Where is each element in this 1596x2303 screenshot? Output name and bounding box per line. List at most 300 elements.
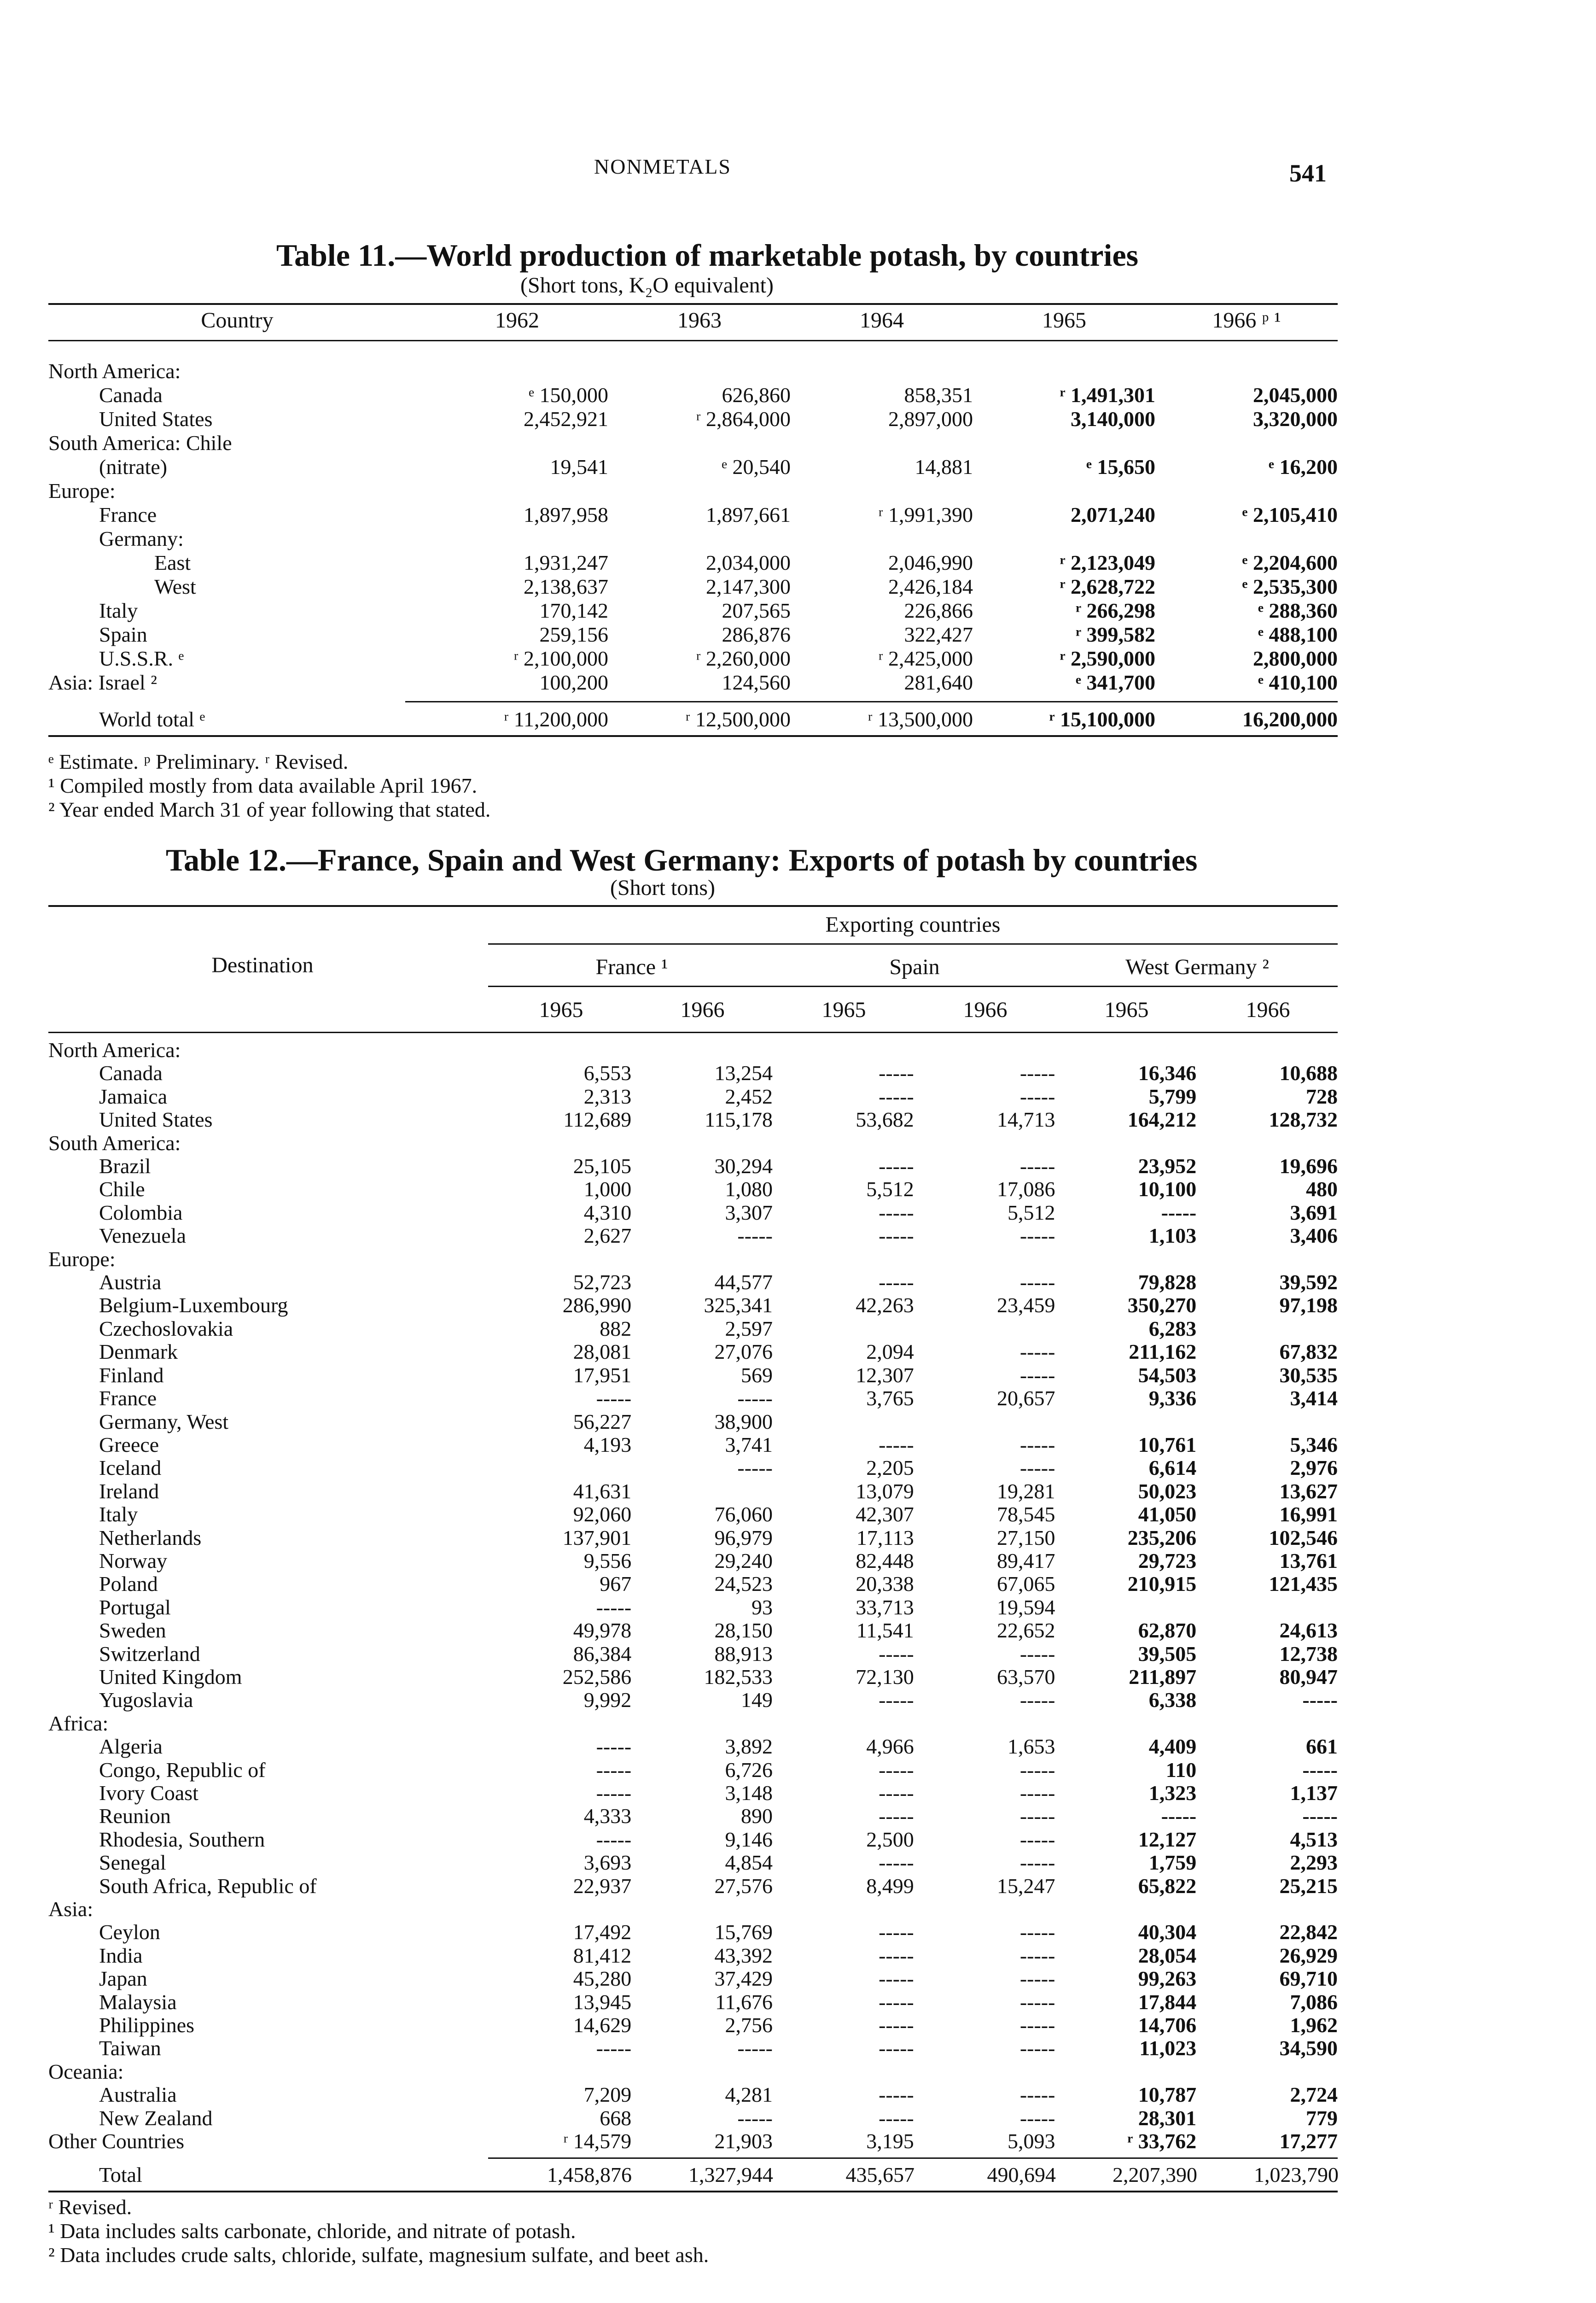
table-cell: 22,842 <box>1279 1920 1338 1944</box>
table12-country-header: France ¹ <box>595 955 668 979</box>
table-cell: 30,294 <box>714 1154 773 1178</box>
table-row <box>48 455 1338 479</box>
table-cell: 28,150 <box>714 1619 773 1642</box>
table11-column-header: 1964 <box>860 308 904 333</box>
table-cell: 3,148 <box>725 1781 773 1805</box>
row-label: France <box>99 503 157 526</box>
table-cell: 1,897,661 <box>706 503 791 526</box>
table-cell: 42,307 <box>856 1502 914 1526</box>
table-cell <box>631 2060 773 2083</box>
table-cell: 4,193 <box>583 1432 632 1456</box>
row-label: Oceania: <box>48 2059 124 2083</box>
table-cell: 7,086 <box>1290 1990 1338 2014</box>
table-cell: 15,247 <box>996 1874 1055 1898</box>
table11-caption: Table 11.—World production of marketable potash, by countries <box>276 238 1139 273</box>
table-cell: 890 <box>740 1804 773 1828</box>
table-cell <box>631 1898 773 1921</box>
table-cell: 2,205 <box>866 1456 914 1480</box>
table-cell: 38,900 <box>714 1409 773 1433</box>
table-cell: 12,127 <box>1138 1827 1197 1851</box>
table-cell <box>1196 1132 1338 1155</box>
table-cell: 80,947 <box>1279 1665 1338 1689</box>
table-cell: 17,277 <box>1279 2129 1338 2153</box>
table-cell <box>773 2060 914 2083</box>
table-row <box>48 1921 1338 1944</box>
row-label: Ceylon <box>99 1920 160 1944</box>
table11-column-header: 1966 ᵖ ¹ <box>1212 308 1281 333</box>
table-cell <box>631 1132 773 1155</box>
row-label: Jamaica <box>99 1084 168 1108</box>
row-label: Sweden <box>99 1619 166 1642</box>
table-cell: 44,577 <box>714 1270 773 1294</box>
table-cell: 10,787 <box>1138 2083 1197 2107</box>
table-cell: 17,844 <box>1138 1990 1197 2014</box>
table-cell: ----- <box>1019 1688 1055 1712</box>
row-label: Greece <box>99 1432 159 1456</box>
table-cell: 2,756 <box>725 2013 773 2037</box>
row-label: Malaysia <box>99 1990 177 2014</box>
table-cell: ----- <box>1019 1990 1055 2014</box>
table-cell <box>631 1480 773 1503</box>
table-row <box>48 1689 1338 1712</box>
table12-total-value: 2,207,390 <box>1113 2163 1197 2187</box>
table-cell: 2,094 <box>866 1340 914 1364</box>
table-cell <box>490 1039 631 1062</box>
table-cell: 3,691 <box>1290 1200 1338 1224</box>
table-cell: 858,351 <box>904 383 973 407</box>
table-cell: ----- <box>1302 1688 1338 1712</box>
table12-year-header: 1965 <box>821 998 866 1022</box>
row-label: Europe: <box>48 479 116 503</box>
table-cell <box>1155 431 1338 455</box>
table-cell <box>791 479 973 503</box>
table-cell: 20,657 <box>996 1386 1055 1410</box>
table-cell: ----- <box>879 1967 914 1991</box>
table-cell: 12,307 <box>856 1363 914 1387</box>
row-label: United States <box>99 407 213 431</box>
table-cell: ----- <box>879 2083 914 2107</box>
table-row <box>48 527 1338 551</box>
table-cell: 235,206 <box>1127 1526 1197 1549</box>
table-cell <box>608 479 791 503</box>
table-cell: 81,412 <box>573 1943 632 1967</box>
row-label: Netherlands <box>99 1526 202 1549</box>
table-cell <box>426 431 608 455</box>
table-cell: 14,713 <box>996 1108 1055 1132</box>
table-cell: 16,346 <box>1138 1061 1197 1085</box>
table-cell: 16,991 <box>1279 1502 1338 1526</box>
row-label: Iceland <box>99 1456 162 1480</box>
table-row <box>48 1782 1338 1805</box>
table-cell: ----- <box>879 1920 914 1944</box>
table-cell: 5,799 <box>1148 1084 1197 1108</box>
table-cell: 1,653 <box>1007 1735 1055 1759</box>
table-cell: 79,828 <box>1138 1270 1197 1294</box>
table12-year-header: 1966 <box>1246 998 1290 1022</box>
table-row <box>48 1224 1338 1247</box>
table-cell: ᵉ 488,100 <box>1258 623 1338 646</box>
page-number: 541 <box>1289 159 1327 187</box>
table-cell <box>1196 1317 1338 1340</box>
table-cell: ----- <box>1019 1851 1055 1875</box>
table-cell: 9,556 <box>583 1549 632 1572</box>
table-cell <box>791 431 973 455</box>
table-cell: ᵉ 410,100 <box>1258 671 1338 694</box>
table-cell: 25,215 <box>1279 1874 1338 1898</box>
table-cell: 2,147,300 <box>706 575 791 598</box>
country-header-rule <box>488 986 1338 987</box>
table-cell: ----- <box>879 1943 914 1967</box>
table-cell: 28,301 <box>1138 2106 1197 2130</box>
table-cell <box>914 1248 1055 1271</box>
table-row <box>48 359 1338 383</box>
table-cell: 23,459 <box>996 1293 1055 1317</box>
table-cell: 54,503 <box>1138 1363 1197 1387</box>
table-cell <box>1055 1132 1196 1155</box>
table-cell: ----- <box>879 1084 914 1108</box>
table-row <box>48 1039 1338 1062</box>
table-cell: 2,897,000 <box>888 407 973 431</box>
table-cell: ----- <box>596 2036 632 2060</box>
row-label: Australia <box>99 2083 177 2107</box>
table-cell: 3,892 <box>725 1735 773 1759</box>
table-cell <box>490 2060 631 2083</box>
table-cell: 728 <box>1306 1084 1338 1108</box>
table-cell: 67,832 <box>1279 1340 1338 1364</box>
table12-total-value: 490,694 <box>987 2163 1056 2187</box>
table-cell <box>914 1132 1055 1155</box>
table-cell: 3,320,000 <box>1253 407 1338 431</box>
table-cell <box>1155 359 1338 383</box>
table-cell <box>1196 1596 1338 1619</box>
table12-total-value: 1,023,790 <box>1254 2163 1339 2187</box>
table-row <box>48 1155 1338 1178</box>
row-label: Colombia <box>99 1200 183 1224</box>
table-cell <box>1055 1410 1196 1433</box>
table-cell <box>1155 479 1338 503</box>
table12-year-header: 1966 <box>963 998 1008 1022</box>
table-cell: 137,901 <box>562 1526 632 1549</box>
table-cell: ----- <box>596 1827 632 1851</box>
table-row <box>48 1572 1338 1596</box>
row-label: Brazil <box>99 1154 151 1178</box>
row-label: (nitrate) <box>99 455 168 479</box>
table-row <box>48 1619 1338 1642</box>
table-cell <box>914 1410 1055 1433</box>
table-row <box>48 2130 1338 2153</box>
table-cell <box>490 1898 631 1921</box>
table-cell: 1,103 <box>1148 1224 1197 1248</box>
table-cell: 13,627 <box>1279 1479 1338 1503</box>
row-label: Spain <box>99 623 147 646</box>
row-label: Italy <box>99 1502 138 1526</box>
table-row <box>48 1340 1338 1363</box>
table-cell: 20,338 <box>856 1572 914 1596</box>
row-label: Ireland <box>99 1479 159 1503</box>
table-row <box>48 1944 1338 1967</box>
row-label: Africa: <box>48 1711 109 1735</box>
table-row <box>48 1875 1338 1898</box>
table12-year-header: 1965 <box>539 998 583 1022</box>
row-label: Congo, Republic of <box>99 1758 266 1782</box>
table-cell: 13,945 <box>573 1990 632 2014</box>
table-cell: 115,178 <box>705 1108 773 1132</box>
table-cell <box>773 1132 914 1155</box>
table-cell: 569 <box>740 1363 773 1387</box>
row-label: Norway <box>99 1549 168 1572</box>
table-cell: ----- <box>1019 2013 1055 2037</box>
table-cell: ʳ 2,590,000 <box>1060 647 1155 670</box>
row-label: Venezuela <box>99 1224 186 1248</box>
table-cell: 13,079 <box>856 1479 914 1503</box>
table-cell <box>914 1039 1055 1062</box>
table-cell: 2,045,000 <box>1253 383 1338 407</box>
row-label: Yugoslavia <box>99 1688 193 1712</box>
row-label: Austria <box>99 1270 162 1294</box>
table-row <box>48 1851 1338 1874</box>
table-cell <box>773 1410 914 1433</box>
table-cell: 102,546 <box>1269 1526 1338 1549</box>
table-cell: 14,706 <box>1138 2013 1197 2037</box>
table-cell: ᵉ 341,700 <box>1076 671 1155 694</box>
table-cell <box>608 359 791 383</box>
table-cell: 9,336 <box>1148 1386 1197 1410</box>
table11-footnotes <box>48 750 490 822</box>
table-cell: 6,338 <box>1148 1688 1197 1712</box>
table-cell: 4,281 <box>725 2083 773 2107</box>
table-cell: 28,081 <box>573 1340 632 1364</box>
table-cell: 211,897 <box>1129 1665 1197 1689</box>
table-cell: 27,076 <box>714 1340 773 1364</box>
table-row <box>48 1294 1338 1317</box>
table11-column-header: 1965 <box>1042 308 1086 333</box>
table-cell: 42,263 <box>856 1293 914 1317</box>
table-cell: 182,533 <box>704 1665 773 1689</box>
table-row <box>48 1062 1338 1085</box>
table-cell: 8,499 <box>866 1874 914 1898</box>
table-cell: 14,629 <box>573 2013 632 2037</box>
footnote: ² Data includes crude salts, chloride, sulfate, magnesium sulfate, and beet ash. <box>48 2243 709 2267</box>
table-cell: 967 <box>600 1572 632 1596</box>
table-cell: 6,614 <box>1148 1456 1197 1480</box>
table-cell: 6,553 <box>583 1061 632 1085</box>
table-cell: ----- <box>879 1224 914 1248</box>
table-cell: ----- <box>1019 2106 1055 2130</box>
table-cell: ----- <box>879 2106 914 2130</box>
row-label: Canada <box>99 383 163 407</box>
table-cell: 3,195 <box>866 2129 914 2153</box>
table-cell <box>773 1712 914 1735</box>
table-row <box>48 1410 1338 1433</box>
table-row <box>48 671 1338 695</box>
table-cell: 3,307 <box>725 1200 773 1224</box>
table-cell: 5,512 <box>866 1177 914 1201</box>
table-cell <box>1196 1248 1338 1271</box>
table-row <box>48 1317 1338 1340</box>
table-cell: 2,293 <box>1290 1851 1338 1875</box>
row-label: South Africa, Republic of <box>99 1874 317 1898</box>
table-cell <box>631 1248 773 1271</box>
table-cell <box>490 1456 631 1479</box>
table-cell: 50,023 <box>1138 1479 1197 1503</box>
row-label: India <box>99 1943 143 1967</box>
table11-column-header: Country <box>201 308 274 333</box>
table-row <box>48 1480 1338 1503</box>
table-cell: ᵉ 2,535,300 <box>1242 575 1338 598</box>
row-label: Canada <box>99 1061 163 1085</box>
table-cell <box>773 1039 914 1062</box>
row-label: Other Countries <box>48 2129 185 2153</box>
row-label: Algeria <box>99 1735 163 1759</box>
table12-top-rule <box>48 905 1338 907</box>
table-cell: 480 <box>1306 1177 1338 1201</box>
table-cell: 882 <box>600 1316 632 1340</box>
table-cell: 1,000 <box>583 1177 632 1201</box>
table-cell: 89,417 <box>996 1549 1055 1572</box>
table-cell: 3,765 <box>866 1386 914 1410</box>
table-cell: 92,060 <box>573 1502 632 1526</box>
table-cell: 1,323 <box>1148 1781 1197 1805</box>
table-row <box>48 1248 1338 1271</box>
table-cell <box>1196 1410 1338 1433</box>
table-cell: 93 <box>751 1595 773 1619</box>
table-cell: 34,590 <box>1279 2036 1338 2060</box>
table-cell <box>773 1317 914 1340</box>
table-cell: ʳ 33,762 <box>1127 2129 1197 2153</box>
table-cell: ----- <box>1302 1758 1338 1782</box>
table11-total-label: World total ᵉ <box>99 707 205 731</box>
table-cell: 207,565 <box>722 599 791 622</box>
table-row <box>48 551 1338 575</box>
table-cell <box>631 1712 773 1735</box>
table11 <box>48 359 1338 695</box>
table-cell: 13,761 <box>1279 1549 1338 1572</box>
table-cell <box>1196 1039 1338 1062</box>
table-cell: 30,535 <box>1279 1363 1338 1387</box>
table12-footnotes <box>48 2195 709 2267</box>
table-row <box>48 575 1338 599</box>
table-row <box>48 1967 1338 1990</box>
table-cell <box>914 1317 1055 1340</box>
table-cell <box>1196 1898 1338 1921</box>
table-cell: ----- <box>879 1758 914 1782</box>
table-cell: ----- <box>879 1804 914 1828</box>
table-row <box>48 1828 1338 1851</box>
table-cell: 4,513 <box>1290 1827 1338 1851</box>
table-row <box>48 1178 1338 1201</box>
table-cell: 1,897,958 <box>524 503 608 526</box>
table-cell <box>914 2060 1055 2083</box>
table-cell: ----- <box>879 2036 914 2060</box>
table-cell: ----- <box>737 1456 773 1480</box>
table-cell: 88,913 <box>714 1642 773 1666</box>
table-cell: 24,613 <box>1279 1619 1338 1642</box>
table-cell: 668 <box>600 2106 632 2130</box>
table-cell <box>973 431 1155 455</box>
table11-subtitle: (Short tons, K₂O equivalent) <box>520 273 774 298</box>
row-label: France <box>99 1386 157 1410</box>
table12-total-rule <box>488 2157 1338 2159</box>
table-cell: 19,594 <box>996 1595 1055 1619</box>
table-cell: ----- <box>596 1758 632 1782</box>
table-row <box>48 503 1338 527</box>
table-cell: 2,046,990 <box>888 551 973 574</box>
table-cell: 2,452 <box>725 1084 773 1108</box>
table-cell: 39,592 <box>1279 1270 1338 1294</box>
table-cell: ----- <box>737 2106 773 2130</box>
row-label: Belgium-Luxembourg <box>99 1293 288 1317</box>
table-cell: 322,427 <box>904 623 973 646</box>
row-label: Portugal <box>99 1595 171 1619</box>
table-cell: 11,023 <box>1139 2036 1197 2060</box>
table-cell: 53,682 <box>856 1108 914 1132</box>
table-cell: 124,560 <box>722 671 791 694</box>
table-cell: 99,263 <box>1138 1967 1197 1991</box>
table-cell: ʳ 2,123,049 <box>1060 551 1155 574</box>
footnote: ¹ Compiled mostly from data available April 1967. <box>48 774 478 797</box>
table-cell <box>1055 1039 1196 1062</box>
table-cell: 2,071,240 <box>1071 503 1155 526</box>
table-row <box>48 1387 1338 1410</box>
table-cell: ----- <box>879 1154 914 1178</box>
table-cell: ᵉ 2,105,410 <box>1242 503 1338 526</box>
table-cell: 4,854 <box>725 1851 773 1875</box>
table-cell: 149 <box>740 1688 773 1712</box>
table-cell: 11,676 <box>715 1990 773 2014</box>
table-cell: 37,429 <box>714 1967 773 1991</box>
table-cell: ʳ 2,425,000 <box>878 647 973 670</box>
table11-column-header: 1962 <box>495 308 539 333</box>
table-cell <box>426 479 608 503</box>
table11-column-header: 1963 <box>677 308 722 333</box>
row-label: Ivory Coast <box>99 1781 198 1805</box>
destination-header: Destination <box>211 953 314 977</box>
table-cell: 29,240 <box>714 1549 773 1572</box>
table-cell: ----- <box>879 1781 914 1805</box>
table-cell: 2,800,000 <box>1253 647 1338 670</box>
table-cell: 6,726 <box>725 1758 773 1782</box>
table-row <box>48 1759 1338 1782</box>
table-cell: 779 <box>1306 2106 1338 2130</box>
table-row <box>48 1666 1338 1689</box>
table11-total-value: ʳ 15,100,000 <box>1049 707 1155 731</box>
table-cell: 164,212 <box>1127 1108 1197 1132</box>
table-cell: ----- <box>1019 1804 1055 1828</box>
table-cell: 2,034,000 <box>706 551 791 574</box>
row-label: Finland <box>99 1363 164 1387</box>
table-cell <box>1196 1712 1338 1735</box>
table11-total-value: ʳ 13,500,000 <box>868 707 973 731</box>
table-row <box>48 599 1338 623</box>
table-cell <box>914 1712 1055 1735</box>
table-cell: 27,150 <box>996 1526 1055 1549</box>
table-cell: 112,689 <box>563 1108 632 1132</box>
table-cell <box>1055 1898 1196 1921</box>
table-cell: 96,979 <box>714 1526 773 1549</box>
table-cell <box>426 359 608 383</box>
table-cell: 27,576 <box>714 1874 773 1898</box>
table-cell: ----- <box>1019 1781 1055 1805</box>
row-label: Taiwan <box>99 2036 161 2060</box>
table-cell: 1,759 <box>1148 1851 1197 1875</box>
row-label: Poland <box>99 1572 158 1596</box>
table-cell: 10,100 <box>1138 1177 1197 1201</box>
table-cell: 5,093 <box>1007 2129 1055 2153</box>
table12-total-value: 1,327,944 <box>688 2163 773 2187</box>
table-cell: 26,929 <box>1279 1943 1338 1967</box>
table-cell: 4,310 <box>583 1200 632 1224</box>
table-cell: ----- <box>596 1735 632 1759</box>
